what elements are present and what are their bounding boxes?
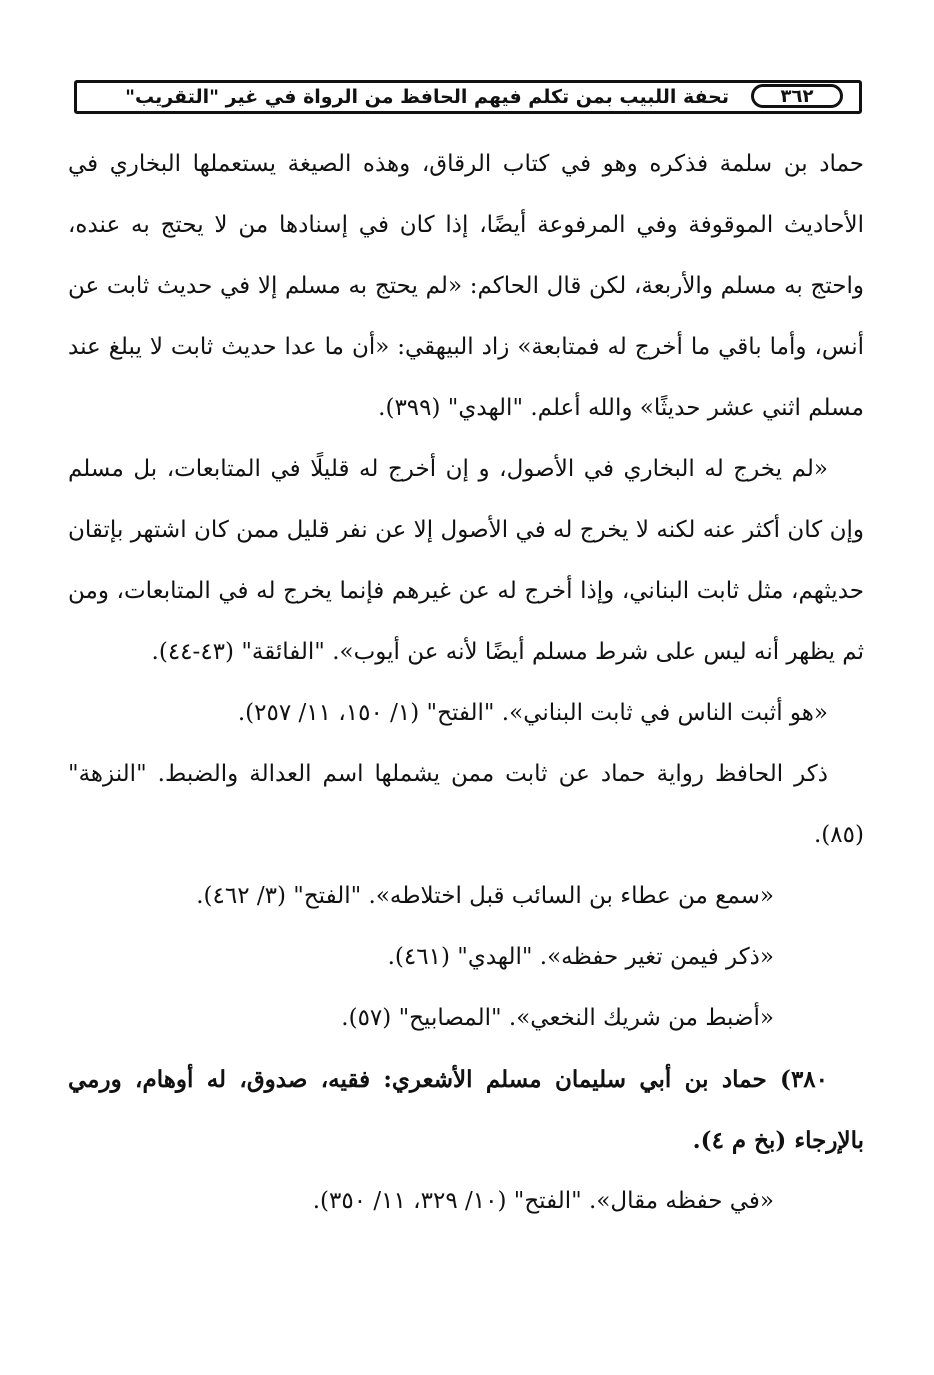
paragraph-quote-hadi: «ذكر فيمن تغير حفظه». "الهدي" (٤٦١). [387, 944, 774, 970]
paragraph-quote-ata: «سمع من عطاء بن السائب قبل اختلاطه». "الفتح" (٣/ ٤٦٢). [196, 883, 774, 909]
page-body [68, 134, 864, 1232]
running-header-title: تحفة اللبيب بمن تكلم فيهم الحافظ من الرواة في غير "التقريب" [125, 86, 729, 108]
paragraph-nuzha: ذكر الحافظ رواية حماد عن ثابت ممن يشملها اسم العدالة والضبط. "النزهة" (٨٥). [68, 761, 864, 848]
paragraph-quote-al-faiqa: «لم يخرج له البخاري في الأصول، و إن أخرج له قليلًا في المتابعات، بل مسلم وإن كان أكثر عنه لكنه لا يخرج له في الأصول إلا عن نفر قليل ممن كان اشتهر بإتقان حديثهم، مثل ثابت البناني، وإذا أخرج له عن غيرهم فإنما يخرج له في المتابعات، ومن ثم يظهر أنه ليس على شرط مسلم أيضًا لأنه عن أيوب». "الفائقة" (٤٣-٤٤). [68, 456, 864, 665]
running-header [74, 80, 862, 114]
paragraph-quote-fath-thabit: «هو أثبت الناس في ثابت البناني». "الفتح" (١/ ١٥٠، ١١/ ٢٥٧). [237, 700, 828, 726]
paragraph-quote-fath-hifz: «في حفظه مقال». "الفتح" (١٠/ ٣٢٩، ١١/ ٣٥٠). [312, 1188, 774, 1214]
paragraph-hammad-bin-salama-continued: حماد بن سلمة فذكره وهو في كتاب الرقاق، وهذه الصيغة يستعملها البخاري في الأحاديث الموقوفة وفي المرفوعة أيضًا، إذا كان في إسنادها من لا يحتج به عنده، واحتج به مسلم والأربعة، لكن قال الحاكم: «لم يحتج به مسلم إلا في حديث ثابت عن أنس، وأما باقي ما أخرج له فمتابعة» زاد البيهقي: «أن ما عدا حديث ثابت لا يبلغ عند مسلم اثني عشر حديثًا» والله أعلم. "الهدي" (٣٩٩). [68, 151, 864, 421]
entry-380-hammad-bin-abi-sulayman: ٣٨٠) حماد بن أبي سليمان مسلم الأشعري: فقيه، صدوق، له أوهام، ورمي بالإرجاء (بخ م ٤). [68, 1066, 864, 1154]
paragraph-quote-masabih: «أضبط من شريك النخعي». "المصابيح" (٥٧). [341, 1005, 774, 1031]
page-number: ٣٦٢ [751, 84, 843, 108]
